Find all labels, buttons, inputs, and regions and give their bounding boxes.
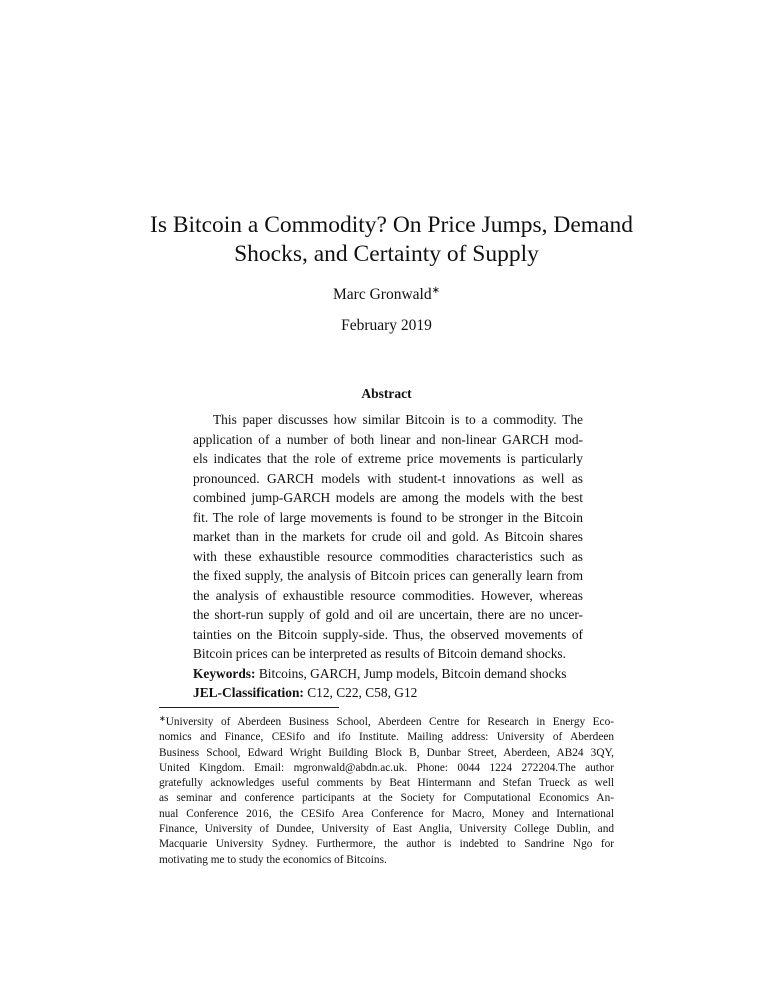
abstract-body <box>193 410 583 703</box>
author <box>0 285 773 304</box>
author-footnote-marker: ∗ <box>431 285 440 296</box>
footnote-line: Business School, Edward Wright Building Block B, Dunbar Street, Aberdeen, AB24 3QY, <box>159 746 614 759</box>
abstract-line: Bitcoin prices can be interpreted as results of Bitcoin demand shocks. <box>193 646 566 661</box>
footnote-marker: ∗ <box>159 714 166 723</box>
date: February 2019 <box>341 317 432 334</box>
abstract-line: combined jump-GARCH models are among the models with the best <box>193 490 583 505</box>
jel-classification <box>193 683 583 703</box>
abstract-line: application of a number of both linear and non-linear GARCH mod- <box>193 431 583 447</box>
abstract-line: with these exhaustible resource commodities characteristics such as <box>193 548 583 564</box>
jel-label: JEL-Classification: <box>193 685 304 700</box>
abstract-line: the fixed supply, the analysis of Bitcoin prices can generally learn from <box>193 568 583 583</box>
keywords <box>193 664 583 684</box>
footnote-line: nomics and Finance, CESifo and ifo Institute. Mailing address: University of Aberdeen <box>159 731 614 744</box>
title-line-2: Shocks, and Certainty of Supply <box>234 241 539 267</box>
abstract-line: This paper discusses how similar Bitcoin is to a commodity. The <box>213 412 583 427</box>
footnote-line: Macquarie University Sydney. Furthermore, the author is indebted to Sandrine Ngo for <box>159 838 614 851</box>
abstract-line: fit. The role of large movements is found to be stronger in the Bitcoin <box>193 509 583 525</box>
abstract-line: market than in the markets for crude oil and gold. As Bitcoin shares <box>193 529 583 544</box>
footnote-line: as seminar and conference participants at the Society for Computational Economics An- <box>159 792 614 805</box>
title-line-1: Is Bitcoin a Commodity? On Price Jumps, Demand <box>150 212 634 238</box>
footnote-line: gratefully acknowledges useful comments by Beat Hintermann and Stefan Trueck as well <box>159 777 614 790</box>
author-name: Marc Gronwald <box>333 286 432 303</box>
keywords-label: Keywords: <box>193 665 256 681</box>
abstract-line: the analysis of exhaustible resource commodities. However, whereas <box>193 587 583 603</box>
footnote-line: motivating me to study the economics of Bitcoins. <box>159 853 387 866</box>
footnote-line: United Kingdom. Email: mgronwald@abdn.ac.uk. Phone: 0044 1224 272204.The author <box>159 761 614 774</box>
footnote-line: nual Conference 2016, the CESifo Area Conference for Macro, Money and International <box>159 807 614 820</box>
abstract-heading: Abstract <box>361 386 412 401</box>
jel-value: C12, C22, C58, G12 <box>307 685 418 700</box>
footnote-divider <box>159 707 339 708</box>
footnote-line: Finance, University of Dundee, University of East Anglia, University College Dublin, and <box>159 823 614 836</box>
abstract-line: els indicates that the role of extreme price movements is particularly <box>193 451 583 466</box>
abstract-line: pronounced. GARCH models with student-t innovations as well as <box>193 470 583 486</box>
abstract-line: tainties on the Bitcoin supply-side. Thus, the observed movements of <box>193 626 583 642</box>
paper-title <box>150 211 634 269</box>
keywords-value: Bitcoins, GARCH, Jump models, Bitcoin demand shocks <box>258 665 567 681</box>
footnote-line: ∗University of Aberdeen Business School, Aberdeen Centre for Research in Energy Eco- <box>159 714 614 728</box>
footnote <box>159 711 614 868</box>
abstract-line: the short-run supply of gold and oil are uncertain, there are no uncer- <box>193 607 583 622</box>
